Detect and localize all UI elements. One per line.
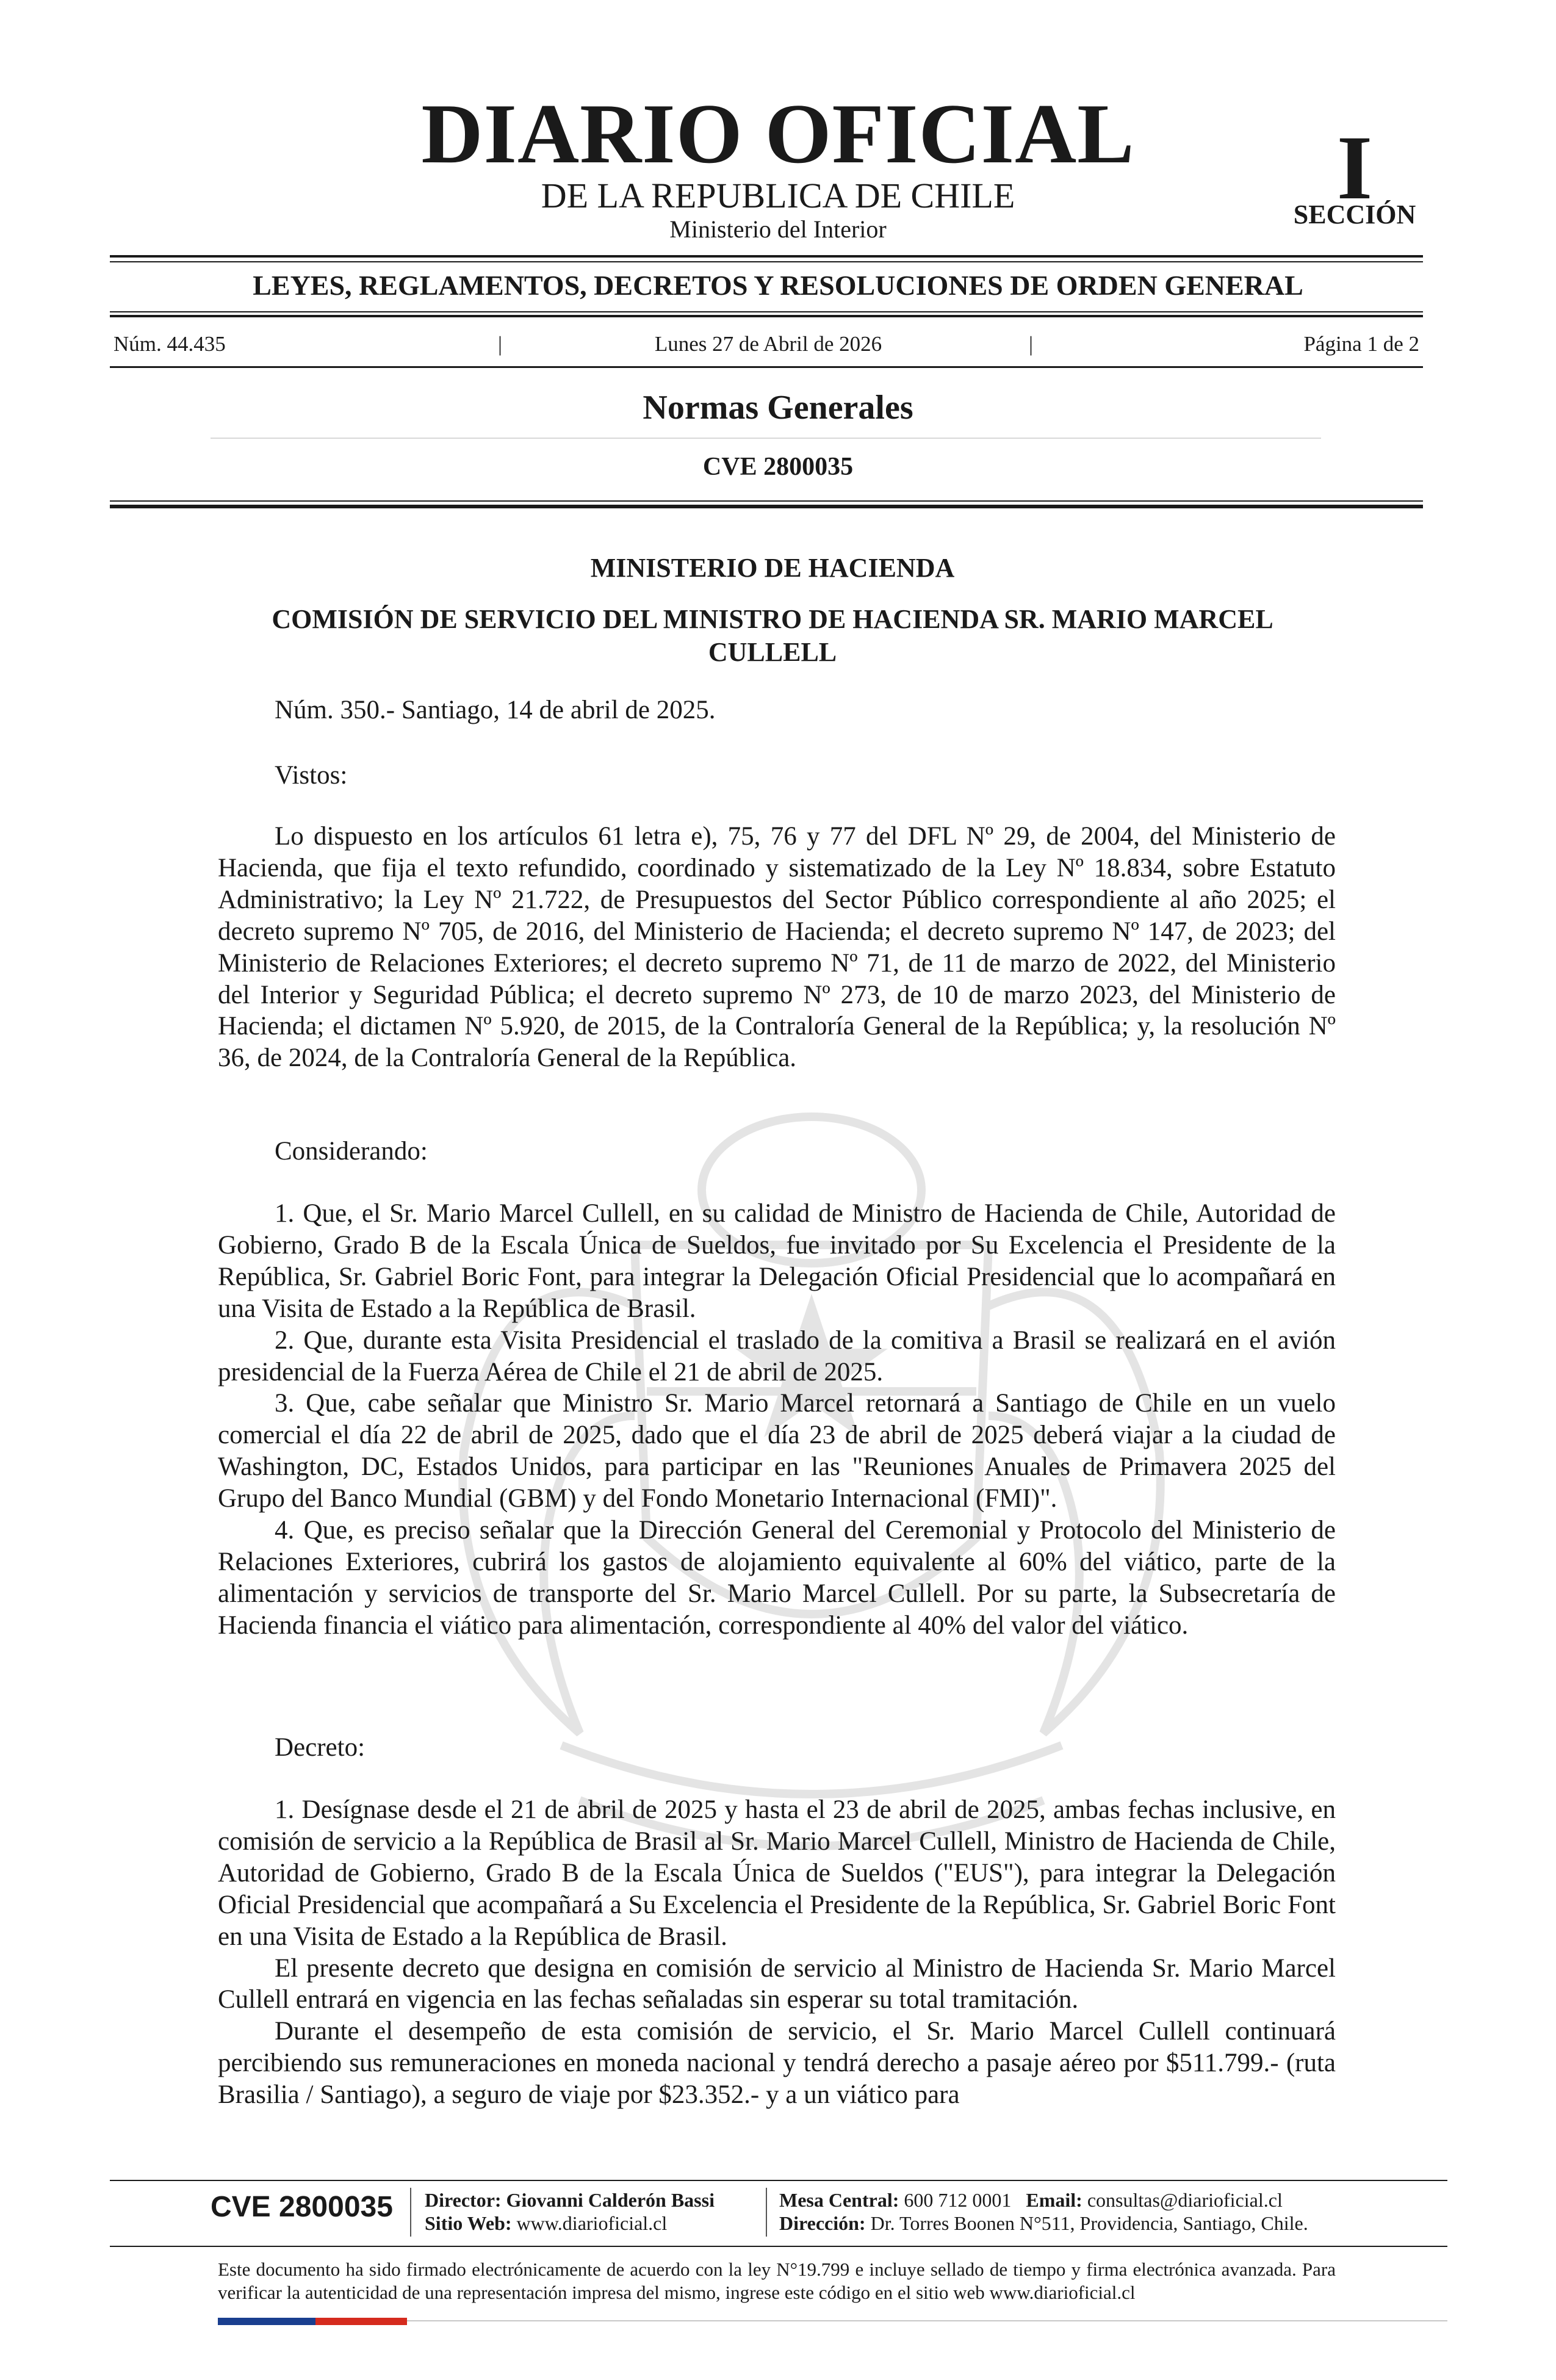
section-band: LEYES, REGLAMENTOS, DECRETOS Y RESOLUCIONES DE ORDEN GENERAL bbox=[253, 270, 1303, 301]
issue-number: Núm. 44.435 bbox=[113, 332, 226, 356]
masthead-ministry: Ministerio del Interior bbox=[669, 215, 887, 243]
email-label: Email: bbox=[1026, 2189, 1082, 2211]
decreto-item: El presente decreto que designa en comisión de servicio al Ministro de Hacienda Sr. Mario Marcel Cullell entrará en vigencia en las fechas señaladas sin esperar su total tramitación. bbox=[218, 1953, 1336, 2014]
footer-signature-note: Este documento ha sido firmado electrónicamente de acuerdo con la ley N°19.799 e incluye sellado de tiempo y firma electrónica avanzada. Para verificar la autenticidad de una representación impresa del mismo, ingrese este código en el sitio web www.diarioficial.cl bbox=[218, 2259, 1336, 2303]
vistos-text: Lo dispuesto en los artículos 61 letra e), 75, 76 y 77 del DFL Nº 29, de 2004, del Ministerio de Hacienda, que fija el texto refundido, coordinado y sistematizado de la Ley Nº 18.834, sobre Estatuto Administrativo; la Ley Nº 21.722, de Presupuestos del Sector Público correspondiente al año 2025; el decreto supremo Nº 705, de 2016, del Ministerio de Hacienda; el decreto supremo Nº 147, de 2023; del Ministerio de Relaciones Exteriores; el decreto supremo Nº 71, de 11 de marzo de 2022, del Ministerio del Interior y Seguridad Pública; el decreto supremo Nº 273, de 10 de marzo 2023, del Ministerio de Hacienda; el dictamen Nº 5.920, de 2015, de la Contraloría General de la República; y, la resolución Nº 36, de 2024, de la Contraloría General de la República. bbox=[218, 822, 1336, 1073]
issue-separator: | bbox=[498, 332, 503, 356]
director-name: Giovanni Calderón Bassi bbox=[506, 2189, 715, 2211]
footer-contact-block bbox=[779, 2188, 1308, 2235]
cve-rule-thin bbox=[110, 500, 1423, 502]
vistos-paragraph bbox=[218, 821, 1336, 1074]
mesa-central-label: Mesa Central: bbox=[779, 2189, 899, 2211]
cve-code: CVE 2800035 bbox=[702, 453, 854, 481]
footer-rule-bottom bbox=[110, 2246, 1447, 2247]
section-label: SECCIÓN bbox=[1293, 200, 1416, 229]
document-ministry: MINISTERIO DE HACIENDA bbox=[590, 553, 955, 583]
decreto-item: Durante el desempeño de esta comisión de servicio, el Sr. Mario Marcel Cullell continuará percibiendo sus remuneraciones en moneda nacional y tendrá derecho a pasaje aéreo por $511.799.- (ruta Brasilia / Santiago), a seguro de viaje por $23.352.- y a un viático para bbox=[218, 2017, 1336, 2110]
considerando-item: 3. Que, cabe señalar que Ministro Sr. Mario Marcel retornará a Santiago de Chile en un vuelo comercial el día 22 de abril de 2025, dado que el día 23 de abril de 2025 deberá viajar a la ciudad de Washington, DC, Estados Unidos, para participar en las "Reuniones Anuales de Primavera 2025 del Grupo del Banco Mundial (GBM) y del Fondo Monetario Internacional (FMI)". bbox=[218, 1389, 1336, 1513]
address-value: Dr. Torres Boonen N°511, Providencia, Santiago, Chile. bbox=[870, 2212, 1308, 2234]
issue-separator: | bbox=[1029, 332, 1034, 356]
decree-number: Núm. 350.- Santiago, 14 de abril de 2025. bbox=[275, 696, 716, 724]
decreto-label: Decreto: bbox=[275, 1733, 366, 1762]
section-title-rule bbox=[211, 438, 1321, 439]
decreto-item: 1. Desígnase desde el 21 de abril de 2025 y hasta el 23 de abril de 2025, ambas fechas inclusive, en comisión de servicio a la República de Brasil al Sr. Mario Marcel Cullell, Ministro de Hacienda de Chile, Autoridad de Gobierno, Grado B de la Escala Única de Sueldos ("EUS"), para integrar la Delegación Oficial Presidencial que acompañará a Su Excelencia el Presidente de la República, Sr. Gabriel Boric Font en una Visita de Estado a la República de Brasil. bbox=[218, 1795, 1336, 1951]
considerando-label: Considerando: bbox=[275, 1137, 428, 1166]
header-rule-top-thin bbox=[110, 261, 1423, 262]
band-rule-bottom bbox=[110, 311, 1423, 312]
cve-rule-thick bbox=[110, 505, 1423, 508]
issue-date: Lunes 27 de Abril de 2026 bbox=[654, 332, 882, 356]
footer-divider-1 bbox=[410, 2188, 411, 2237]
footer-rule-top bbox=[110, 2180, 1447, 2181]
considerando-item: 2. Que, durante esta Visita Presidencial el traslado de la comitiva a Brasil se realizará en el avión presidencial de la Fuerza Aérea de Chile el 21 de abril de 2025. bbox=[218, 1325, 1336, 1387]
vistos-label: Vistos: bbox=[275, 761, 348, 790]
mesa-central-phone: 600 712 0001 bbox=[904, 2189, 1012, 2211]
website-link[interactable]: www.diarioficial.cl bbox=[516, 2212, 668, 2234]
decreto-list bbox=[218, 1794, 1336, 2111]
band-rule-bottom-thick bbox=[110, 315, 1423, 317]
footer-end-rule bbox=[407, 2320, 1447, 2321]
section-number: I bbox=[1336, 117, 1373, 218]
footer-director-block bbox=[425, 2188, 715, 2235]
footer-divider-2 bbox=[766, 2188, 767, 2237]
address-label: Dirección: bbox=[779, 2212, 866, 2234]
email-link[interactable]: consultas@diarioficial.cl bbox=[1087, 2189, 1283, 2211]
header-rule-top bbox=[110, 255, 1423, 258]
document-title-line-1: COMISIÓN DE SERVICIO DEL MINISTRO DE HACIENDA SR. MARIO MARCEL bbox=[272, 604, 1273, 634]
considerando-item: 4. Que, es preciso señalar que la Dirección General del Ceremonial y Protocolo del Ministerio de Relaciones Exteriores, cubrirá los gastos de alojamiento equivalente al 60% del viático, parte de la alimentación y servicios de transporte del Sr. Mario Marcel Cullell. Por su parte, la Subsecretaría de Hacienda financia el viático para alimentación, correspondiente al 40% del valor del viático. bbox=[218, 1516, 1336, 1640]
flag-stripe-blue bbox=[218, 2318, 315, 2325]
masthead-subtitle: DE LA REPUBLICA DE CHILE bbox=[541, 176, 1015, 215]
section-title: Normas Generales bbox=[643, 389, 913, 427]
issue-rule bbox=[110, 366, 1423, 368]
issue-page: Página 1 de 2 bbox=[1303, 332, 1419, 356]
flag-stripe-red bbox=[315, 2318, 407, 2325]
masthead-title: DIARIO OFICIAL bbox=[421, 87, 1135, 181]
footer-cve-code: CVE 2800035 bbox=[211, 2191, 393, 2223]
document-title-line-2: CULLELL bbox=[708, 637, 837, 667]
considerando-list bbox=[218, 1198, 1336, 1642]
considerando-item: 1. Que, el Sr. Mario Marcel Cullell, en su calidad de Ministro de Hacienda de Chile, Autoridad de Gobierno, Grado B de la Escala Única de Sueldos, fue invitado por Su Excelencia el Presidente de la República, Sr. Gabriel Boric Font, para integrar la Delegación Oficial Presidencial que lo acompañará en una Visita de Estado a la República de Brasil. bbox=[218, 1199, 1336, 1323]
website-label: Sitio Web: bbox=[425, 2212, 512, 2234]
director-label: Director: bbox=[425, 2189, 502, 2211]
